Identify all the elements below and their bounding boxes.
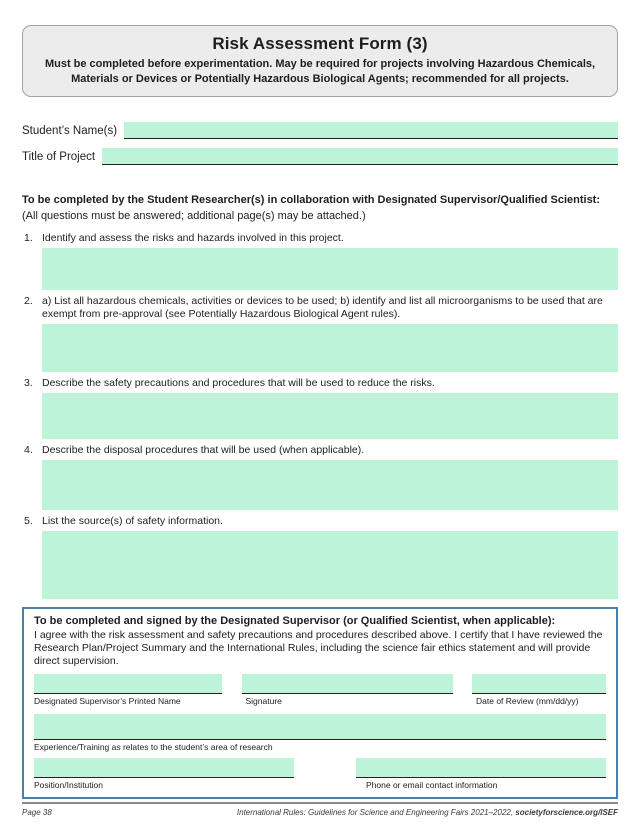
project-title-row: [22, 139, 618, 165]
question-1: [22, 232, 618, 290]
question-2: [22, 295, 618, 372]
date-of-review-input[interactable]: [472, 674, 606, 694]
question-4-text: Describe the disposal procedures that will be used (when applicable).: [42, 444, 365, 456]
question-1-number: 1.: [24, 232, 33, 244]
footer-citation: [237, 808, 618, 817]
page-footer: [22, 802, 618, 817]
experience-label: Experience/Training as relates to the student’s area of research: [34, 742, 273, 752]
project-title-input[interactable]: [102, 148, 618, 165]
date-of-review-field: [472, 674, 606, 707]
question-2-number: 2.: [24, 295, 33, 307]
form-title: Risk Assessment Form (3): [212, 34, 428, 53]
question-2-answer-box[interactable]: [42, 324, 618, 372]
signature-label: Signature: [245, 696, 282, 706]
experience-field: [34, 714, 606, 753]
question-5-number: 5.: [24, 515, 33, 527]
date-of-review-label: Date of Review (mm/dd/yy): [476, 696, 579, 706]
student-section-heading-bold: To be completed by the Student Researcher(s) in collaboration with Designated Supervisor/Qualified Scientist:: [22, 194, 601, 206]
contact-label: Phone or email contact information: [366, 780, 498, 790]
supervisor-contact-row: [34, 758, 606, 791]
printed-name-label: Designated Supervisor’s Printed Name: [34, 696, 181, 706]
student-section-heading: [22, 193, 618, 224]
question-4-answer-box[interactable]: [42, 460, 618, 510]
supervisor-section: [22, 607, 618, 799]
question-1-text: Identify and assess the risks and hazards involved in this project.: [42, 232, 344, 244]
question-3: [22, 377, 618, 439]
footer-citation-text: International Rules: Guidelines for Science and Engineering Fairs 2021–2022,: [236, 808, 516, 817]
footer-citation-url: societyforscience.org/ISEF: [515, 808, 618, 817]
experience-input[interactable]: [34, 714, 606, 740]
printed-name-field: [34, 674, 222, 707]
signature-input[interactable]: [242, 674, 453, 694]
question-4: [22, 444, 618, 510]
supervisor-signature-row: [34, 674, 606, 707]
contact-field: [356, 758, 606, 791]
form-header: [22, 25, 618, 97]
position-field: [34, 758, 294, 791]
position-input[interactable]: [34, 758, 294, 778]
form-subtitle: Must be completed before experimentation. May be required for projects involving Hazardous Chemicals, Materials or Devices or Potentially Hazardous Biological Agents; recommended for all projects.: [44, 58, 596, 85]
student-name-row: [22, 113, 618, 139]
page-number: Page 38: [22, 808, 52, 817]
signature-field: [242, 674, 453, 707]
question-5: [22, 515, 618, 599]
question-3-text: Describe the safety precautions and procedures that will be used to reduce the risks.: [42, 377, 435, 389]
identity-section: [22, 113, 618, 165]
question-3-answer-box[interactable]: [42, 393, 618, 439]
project-title-label: Title of Project: [22, 151, 96, 163]
question-2-text: a) List all hazardous chemicals, activities or devices to be used; b) identify and list all microorganisms to be used that are exempt from pre-approval (see Potentially Hazardous Biological Agent rules).: [42, 295, 603, 320]
supervisor-section-heading: To be completed and signed by the Designated Supervisor (or Qualified Scientist, when applicable):: [34, 615, 556, 627]
supervisor-statement: I agree with the risk assessment and safety precautions and procedures described above. I certify that I have reviewed the Research Plan/Project Summary and the International Rules, including the science fair ethics statement and will provide direct supervision.: [34, 629, 603, 667]
question-3-number: 3.: [24, 377, 33, 389]
student-section-heading-note: (All questions must be answered; additional page(s) may be attached.): [22, 209, 366, 222]
question-4-number: 4.: [24, 444, 33, 456]
question-5-text: List the source(s) of safety information.: [42, 515, 223, 527]
student-name-label: Student’s Name(s): [22, 125, 118, 137]
printed-name-input[interactable]: [34, 674, 222, 694]
contact-input[interactable]: [356, 758, 606, 778]
question-5-answer-box[interactable]: [42, 531, 618, 599]
student-name-input[interactable]: [124, 122, 618, 139]
position-label: Position/Institution: [34, 780, 103, 790]
question-1-answer-box[interactable]: [42, 248, 618, 290]
question-list: [22, 232, 618, 599]
